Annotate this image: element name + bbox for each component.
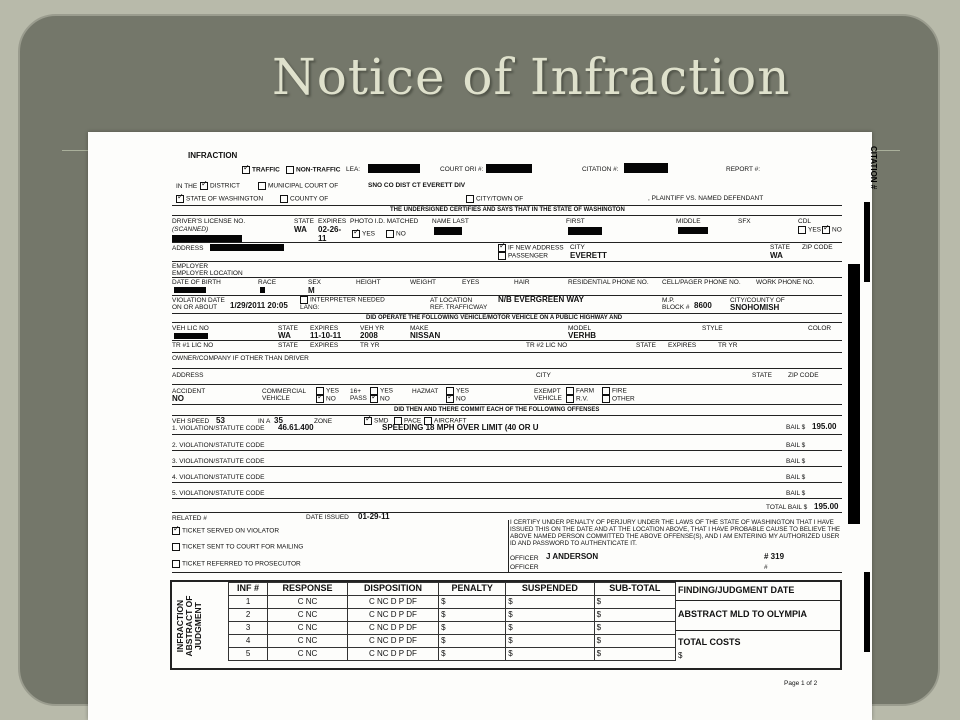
tr2-state-label: STATE — [636, 342, 656, 349]
suspended-cell: $ — [506, 635, 594, 648]
subtotal-cell: $ — [594, 596, 675, 609]
district-checkbox: ✓ DISTRICT — [200, 182, 240, 190]
exempt-label: EXEMPT VEHICLE — [534, 388, 562, 403]
city-town-checkbox: CITY/TOWN OF — [466, 195, 523, 203]
violation-5-label: 5. VIOLATION/STATUTE CODE — [172, 490, 265, 497]
table-row — [229, 648, 676, 661]
redaction — [486, 164, 532, 173]
new-address-checkbox: ✓ IF NEW ADDRESS — [498, 244, 564, 252]
abstract-col-inf: INF # — [229, 583, 268, 596]
employer-location-label: EMPLOYER LOCATION — [172, 270, 243, 277]
hair-label: HAIR — [514, 279, 530, 286]
state-wa-checkbox: ✓STATE OF WASHINGTON — [176, 195, 263, 203]
disposition-cell: C NC D P DF — [347, 648, 438, 661]
dl-state-label: STATE — [294, 218, 314, 225]
divider — [172, 434, 842, 435]
divider — [172, 352, 842, 353]
pace-checkbox: PACE — [394, 417, 421, 425]
subtotal-cell: $ — [594, 635, 675, 648]
divider — [172, 340, 842, 341]
subtotal-cell: $ — [594, 609, 675, 622]
non-traffic-checkbox: NON-TRAFFIC — [286, 166, 340, 174]
suspended-cell: $ — [506, 609, 594, 622]
redaction — [174, 333, 208, 339]
pass-yes: YES — [370, 387, 393, 395]
color-label: COLOR — [808, 325, 832, 332]
scan-mark — [848, 264, 860, 524]
table-row — [229, 609, 676, 622]
state2-value: WA — [770, 251, 783, 260]
mld-label: ABSTRACT MLD TO OLYMPIA — [678, 609, 808, 619]
redaction — [434, 227, 462, 235]
traffic-checkbox: ✓TRAFFIC — [242, 166, 280, 174]
response-cell: C NC — [268, 622, 348, 635]
dl-state-value: WA — [294, 225, 307, 234]
commercial-label: COMMERCIAL VEHICLE — [262, 388, 306, 403]
veh-lic-label: VEH LIC NO — [172, 325, 209, 332]
violation-date-label: VIOLATION DATE — [172, 297, 225, 304]
city-county-value: SNOHOMISH — [730, 303, 780, 312]
name-last-label: NAME LAST — [432, 218, 469, 225]
report-label: REPORT #: — [726, 166, 761, 173]
violation-3-bail: BAIL $ — [786, 458, 806, 465]
divider — [172, 277, 842, 278]
location-value: N/B EVERGREEN WAY — [498, 295, 584, 304]
model-label: MODEL — [568, 325, 592, 332]
penalty-cell: $ — [439, 596, 506, 609]
lang-label: LANG: — [300, 304, 320, 311]
certify-banner: THE UNDERSIGNED CERTIFIES AND SAYS THAT IN THE STATE OF WASHINGTON — [390, 207, 625, 213]
scan-mark — [864, 202, 870, 282]
tr2-expires-label: EXPIRES — [668, 342, 697, 349]
divider — [172, 482, 842, 483]
suspended-cell: $ — [506, 622, 594, 635]
tr-state-label: STATE — [278, 342, 298, 349]
cdl-no-checkbox: ✓ NO — [822, 226, 842, 234]
violation-2-bail: BAIL $ — [786, 442, 806, 449]
divider — [172, 322, 842, 323]
court-ori-label: COURT ORI #: — [440, 166, 484, 173]
res-phone-label: RESIDENTIAL PHONE NO. — [568, 279, 649, 286]
city-value: EVERETT — [570, 251, 607, 260]
dob-label: DATE OF BIRTH — [172, 279, 221, 286]
form-header: INFRACTION — [188, 151, 238, 160]
veh-yr-value: 2008 — [360, 331, 378, 340]
sent-court-checkbox: TICKET SENT TO COURT FOR MAILING — [172, 543, 303, 551]
pass-no: ✓NO — [370, 395, 390, 403]
court-name: SNO CO DIST CT EVERETT DIV — [368, 182, 466, 189]
response-cell: C NC — [268, 596, 348, 609]
divider — [508, 520, 509, 572]
citation-label: CITATION #: — [582, 166, 619, 173]
violation-1-bail: BAIL $ — [786, 424, 806, 431]
at-location-label: AT LOCATION — [430, 297, 473, 304]
tr2-label: TR #2 LIC NO — [526, 342, 568, 349]
photo-id-label: PHOTO I.D. MATCHED — [350, 218, 419, 225]
redaction — [210, 244, 284, 251]
tr1-label: TR #1 LIC NO — [172, 342, 214, 349]
violation-4-label: 4. VIOLATION/STATUTE CODE — [172, 474, 265, 481]
other-checkbox: OTHER — [602, 395, 635, 403]
in-a-label: IN A — [258, 418, 271, 425]
abstract-col-response: RESPONSE — [268, 583, 348, 596]
height-label: HEIGHT — [356, 279, 381, 286]
redaction — [172, 235, 242, 242]
zone-label: ZONE — [314, 418, 333, 425]
divider — [172, 368, 842, 369]
cell-phone-label: CELL/PAGER PHONE NO. — [662, 279, 741, 286]
zip2-label: ZIP CODE — [788, 372, 819, 379]
make-value: NISSAN — [410, 331, 441, 340]
date-issued-label: DATE ISSUED — [306, 514, 349, 521]
smd-checkbox: ✓ SMD — [364, 417, 388, 425]
divider — [172, 313, 842, 314]
divider — [172, 404, 842, 405]
in-the-label: IN THE — [176, 183, 198, 190]
zip-label: ZIP CODE — [802, 244, 833, 251]
middle-label: MIDDLE — [676, 218, 701, 225]
state3-label: STATE — [752, 372, 772, 379]
suspended-cell: $ — [506, 648, 594, 661]
table-row — [229, 596, 676, 609]
hazmat-yes: YES — [446, 387, 469, 395]
referred-checkbox: TICKET REFERRED TO PROSECUTOR — [172, 560, 301, 568]
accident-label: ACCIDENT — [172, 388, 206, 395]
divider — [676, 600, 840, 601]
race-label: RACE — [258, 279, 277, 286]
redaction — [260, 287, 265, 293]
abstract-side-label: INFRACTION ABSTRACT OF JUDGMENT — [175, 595, 203, 657]
veh-state-label: STATE — [278, 325, 298, 332]
scan-mark — [864, 572, 870, 652]
city-label: CITY — [570, 244, 585, 251]
violation-3-label: 3. VIOLATION/STATUTE CODE — [172, 458, 265, 465]
passenger-checkbox: PASSENGER — [498, 252, 548, 260]
rv-checkbox: R.V. — [566, 395, 588, 403]
make-label: MAKE — [410, 325, 429, 332]
redaction — [678, 227, 708, 234]
inf-cell: 3 — [229, 622, 268, 635]
divider — [172, 384, 842, 385]
page-number: Page 1 of 2 — [784, 680, 818, 687]
divider — [172, 466, 842, 467]
address-label: ADDRESS — [172, 245, 204, 252]
veh-state-value: WA — [278, 331, 291, 340]
fire-checkbox: FIRE — [602, 387, 627, 395]
officer2-label: OFFICER — [510, 564, 539, 571]
served-checkbox: ✓TICKET SERVED ON VIOLATOR — [172, 527, 279, 535]
veh-expires-label: EXPIRES — [310, 325, 339, 332]
redaction — [368, 164, 420, 173]
violation-date-value: 1/29/2011 20:05 — [230, 301, 288, 310]
mp-label: M.P. — [662, 297, 675, 304]
divider — [172, 512, 842, 513]
tr-expires-label: EXPIRES — [310, 342, 339, 349]
violation-1-label: 1. VIOLATION/STATUTE CODE — [172, 425, 265, 432]
block-label: BLOCK # — [662, 304, 690, 311]
scanned-document — [88, 132, 878, 720]
inf-cell: 5 — [229, 648, 268, 661]
penalty-cell: $ — [439, 622, 506, 635]
veh-expires-value: 11-10-11 — [310, 331, 342, 340]
disposition-cell: C NC D P DF — [347, 609, 438, 622]
penalty-cell: $ — [439, 635, 506, 648]
total-costs-label: TOTAL COSTS — [678, 637, 741, 647]
disposition-cell: C NC D P DF — [347, 622, 438, 635]
divider — [676, 630, 840, 631]
infraction-form — [168, 142, 844, 712]
inf-cell: 4 — [229, 635, 268, 648]
certify-text: I CERTIFY UNDER PENALTY OF PERJURY UNDER THE LAWS OF THE STATE OF WASHINGTON THAT I HAVE ISSUED THIS ON THE DATE AND AT THE LOCATION ABOVE, THAT I HAVE PROBABLE CAUSE TO BELIEVE THE ABOVE NAMED PERSON COMMITTED THE ABOVE OFFENSE(S), AND I AM ENTERING MY AUTHORIZED USER ID AND PASSWORD TO AUTHENTICATE IT. — [510, 519, 841, 547]
divider — [172, 415, 842, 416]
dl-label: DRIVER'S LICENSE NO. — [172, 218, 246, 225]
expires-value: 02-26-11 — [318, 225, 342, 243]
city2-label: CITY — [536, 372, 551, 379]
offenses-banner: DID THEN AND THERE COMMIT EACH OF THE FOLLOWING OFFENSES — [394, 407, 600, 413]
style-label: STYLE — [702, 325, 723, 332]
divider — [172, 242, 842, 243]
expires-label: EXPIRES — [318, 218, 347, 225]
county-of-checkbox: COUNTY OF — [280, 195, 328, 203]
divider — [172, 572, 842, 573]
sixteen-pass-label: 16+ PASS — [350, 388, 367, 403]
city-county-label: CITY/COUNTY OF — [730, 297, 785, 304]
total-bail-value: 195.00 — [814, 502, 839, 511]
table-row — [229, 622, 676, 635]
officer2-hash: # — [764, 564, 768, 571]
abstract-of-judgment — [170, 580, 842, 670]
accident-value: NO — [172, 394, 184, 403]
address2-label: ADDRESS — [172, 372, 204, 379]
divider — [172, 450, 842, 451]
officer-value: J ANDERSON — [546, 552, 599, 561]
municipal-checkbox: MUNICIPAL COURT OF — [258, 182, 338, 190]
finding-date-label: FINDING/JUDGMENT DATE — [678, 585, 795, 595]
state2-label: STATE — [770, 244, 790, 251]
photo-yes-checkbox: ✓YES — [352, 230, 375, 238]
side-citation-label: CITATION # — [869, 146, 878, 190]
abstract-table — [228, 582, 676, 661]
inf-cell: 2 — [229, 609, 268, 622]
photo-no-checkbox: NO — [386, 230, 406, 238]
model-value: VERHB — [568, 331, 597, 340]
disposition-cell: C NC D P DF — [347, 635, 438, 648]
date-issued-value: 01-29-11 — [358, 512, 390, 521]
suspended-cell: $ — [506, 596, 594, 609]
divider — [172, 261, 842, 262]
lea-label: LEA: — [346, 166, 361, 173]
tr2-yr-label: TR YR — [718, 342, 738, 349]
hazmat-label: HAZMAT — [412, 388, 439, 395]
abstract-col-penalty: PENALTY — [439, 583, 506, 596]
response-cell: C NC — [268, 648, 348, 661]
block-value: 8600 — [694, 301, 712, 310]
employer-label: EMPLOYER — [172, 263, 209, 270]
owner-label: OWNER/COMPANY IF OTHER THAN DRIVER — [172, 355, 309, 362]
penalty-cell: $ — [439, 609, 506, 622]
redaction — [568, 227, 602, 235]
divider — [172, 205, 842, 206]
subtotal-cell: $ — [594, 648, 675, 661]
officer-label: OFFICER — [510, 555, 539, 562]
eyes-label: EYES — [462, 279, 480, 286]
ref-trafficway-label: REF. TRAFFICWAY — [430, 304, 488, 311]
officer-number: # 319 — [764, 552, 785, 561]
response-cell: C NC — [268, 635, 348, 648]
sex-label: SEX — [308, 279, 322, 286]
violation-2-label: 2. VIOLATION/STATUTE CODE — [172, 442, 265, 449]
plaintiff-text: , PLAINTIFF VS. NAMED DEFENDANT — [648, 195, 764, 202]
veh-speed-value: 53 — [216, 416, 225, 425]
aircraft-checkbox: AIRCRAFT — [424, 417, 467, 425]
divider — [172, 215, 842, 216]
first-label: FIRST — [566, 218, 585, 225]
work-phone-label: WORK PHONE NO. — [756, 279, 815, 286]
table-row — [229, 635, 676, 648]
divider — [172, 498, 842, 499]
redaction — [174, 287, 206, 293]
abstract-col-subtotal: SUB-TOTAL — [594, 583, 675, 596]
total-bail-label: TOTAL BAIL $ — [766, 504, 808, 511]
sex-value: M — [308, 286, 315, 295]
hazmat-no: ✓NO — [446, 395, 466, 403]
violation-1-desc: SPEEDING 18 MPH OVER LIMIT (40 OR U — [382, 423, 539, 432]
operate-banner: DID OPERATE THE FOLLOWING VEHICLE/MOTOR VEHICLE ON A PUBLIC HIGHWAY AND — [366, 315, 623, 321]
violation-4-bail: BAIL $ — [786, 474, 806, 481]
slide-title: Notice of Infraction — [272, 48, 791, 106]
response-cell: C NC — [268, 609, 348, 622]
cdl-label: CDL — [798, 218, 812, 225]
veh-speed-label: VEH SPEED — [172, 418, 210, 425]
total-costs-value: $ — [678, 651, 683, 660]
sfx-label: SFX — [738, 218, 751, 225]
redaction — [624, 163, 668, 173]
disposition-cell: C NC D P DF — [347, 596, 438, 609]
weight-label: WEIGHT — [410, 279, 436, 286]
subtotal-cell: $ — [594, 622, 675, 635]
tr-yr-label: TR YR — [360, 342, 380, 349]
abstract-col-suspended: SUSPENDED — [506, 583, 594, 596]
farm-checkbox: FARM — [566, 387, 594, 395]
related-label: RELATED # — [172, 515, 207, 522]
interpreter-checkbox: INTERPRETER NEEDED — [300, 296, 385, 304]
in-a-value: 35 — [274, 416, 283, 425]
penalty-cell: $ — [439, 648, 506, 661]
violation-5-bail: BAIL $ — [786, 490, 806, 497]
commercial-yes: YES — [316, 387, 339, 395]
violation-1-bail-value: 195.00 — [812, 422, 837, 431]
violation-1-code: 46.61.400 — [278, 423, 314, 432]
inf-cell: 1 — [229, 596, 268, 609]
abstract-col-disposition: DISPOSITION — [347, 583, 438, 596]
on-or-about-label: ON OR ABOUT — [172, 304, 218, 311]
scanned-label: (SCANNED) — [172, 226, 209, 233]
cdl-yes-checkbox: YES — [798, 226, 821, 234]
commercial-no: ✓NO — [316, 395, 336, 403]
veh-yr-label: VEH YR — [360, 325, 385, 332]
